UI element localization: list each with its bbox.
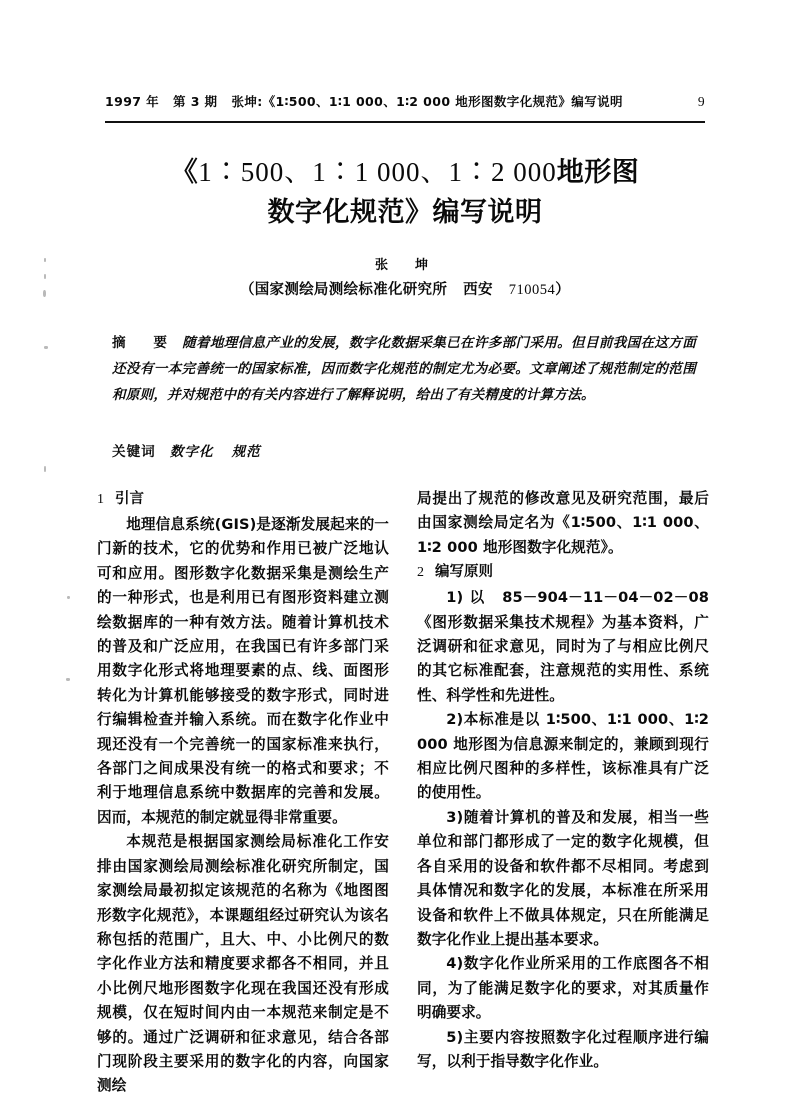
scan-speckle	[44, 274, 46, 279]
paragraph: 3)随着计算机的普及和发展，相当一些单位和部门都形成了一定的数字化规模，但各自采用的设备和软件都不尽相同。考虑到具体情况和数字化的发展，本标准在所采用设备和软件上不做具体规定，只在所能满足数字化作业上提出基本要求。	[417, 808, 709, 948]
paragraph: 4)数字化作业所采用的工作底图各不相同，为了能满足数字化的要求，对其质量作明确要求。	[417, 955, 709, 1022]
article-title	[100, 152, 710, 233]
title-line-2: 数字化规范》编写说明	[267, 197, 543, 228]
left-column	[97, 487, 389, 1095]
scan-speckle	[44, 466, 46, 472]
keyword-item: 数字化	[169, 444, 214, 460]
author-affiliation	[100, 278, 710, 299]
abstract-label: 摘 要	[112, 335, 175, 351]
title-scales: 1∶500、1∶1 000、1∶2 000	[198, 157, 557, 187]
running-head	[105, 92, 705, 114]
section-title-2: 编写原则	[435, 564, 493, 581]
paragraph: 5)主要内容按照数字化过程顺序进行编写，以利于指导数字化作业。	[417, 1028, 709, 1070]
running-head-citation: 张坤:《1∶500、1∶1 000、1∶2 000 地形图数字化规范》编写说明	[231, 94, 623, 109]
page-number: 9	[697, 94, 705, 109]
author-name: 张 坤	[374, 258, 435, 273]
abstract-text: 随着地理信息产业的发展，数字化数据采集已在许多部门采用。但目前我国在这方面还没有一本完善统一的国家标准，因而数字化规范的制定尤为必要。文章阐述了规范制定的范围和原则，并对规范中的有关内容进行了解释说明，给出了有关精度的计算方法。	[112, 335, 696, 403]
section-heading-2	[417, 560, 709, 585]
running-head-issue: 第 3 期	[173, 94, 218, 109]
paragraph: 2)本标准是以 1∶500、1∶1 000、1∶2 000 地形图为信息源来制定的，兼顾到现行相应比例尺图种的多样性，该标准具有广泛的使用性。	[417, 711, 709, 802]
scan-speckle	[67, 596, 70, 599]
paragraph: 地理信息系统(GIS)是逐渐发展起来的一门新的技术，它的优势和作用已被广泛地认可和应用。图形数字化数据采集是测绘生产的一种形式，也是利用已有图形资料建立测绘数据库的一种有效方法。随着计算机技术的普及和广泛应用，在我国已有许多部门采用数字化形式将地理要素的点、线、面图形转化为计算机能够接受的数字形式，同时进行编辑检查并输入系统。而在数字化作业中现还没有一个完善统一的国家标准来执行，各部门之间成果没有统一的格式和要求；不利于地理信息系统中数据库的完善和发展。因而，本规范的制定就显得非常重要。	[97, 516, 389, 826]
keywords-label: 关键词	[112, 444, 156, 460]
title-open-bracket: 《	[170, 157, 199, 188]
paragraph: 本规范是根据国家测绘局标准化工作安排由国家测绘局测绘标准化研究所制定，国家测绘局最初拟定该规范的名称为《地图图形数字化规范》，本课题组经过研究认为该名称包括的范围广，且大、中、小比例尺的数字化作业方法和精度要求都各不相同，并且小比例尺地形图数字化现在我国还没有形成规模，仅在短时间内由一本规范来制定是不够的。通过广泛调研和征求意见，结合各部门现阶段主要采用的数字化的内容，向国家测绘	[97, 833, 389, 1095]
scan-speckle	[44, 346, 48, 349]
paragraph-continuation: 局提出了规范的修改意见及研究范围，最后由国家测绘局定名为《1∶500、1∶1 000、1∶2 000 地形图数字化规范》。	[417, 490, 709, 556]
paragraph: 1)以 85－904－11－04－02－08《图形数据采集技术规程》为基本资料，广泛调研和征求意见，同时为了与相应比例尺的其它标准配套，注意规范的实用性、系统性、科学性和先进性。	[417, 589, 709, 704]
body-columns	[97, 487, 709, 1095]
section-title-1: 引言	[115, 491, 144, 507]
abstract	[112, 330, 696, 408]
scan-speckle	[66, 678, 70, 681]
title-line-1-suffix: 地形图	[556, 157, 640, 188]
right-column	[417, 487, 709, 1087]
section-heading-1	[97, 487, 389, 512]
running-head-left	[105, 92, 623, 110]
affiliation-institute: （国家测绘局测绘标准化研究所	[239, 282, 448, 298]
scan-speckle	[44, 258, 46, 262]
affiliation-city: 西安	[463, 282, 493, 298]
section-number-1: 1	[97, 492, 104, 507]
affiliation-close-paren: ）	[555, 282, 571, 298]
keywords	[112, 440, 696, 460]
running-head-year: 1997 年	[105, 94, 160, 109]
scan-speckle	[43, 290, 46, 297]
title-line-1	[100, 152, 710, 193]
header-rule	[105, 121, 705, 123]
affiliation-postcode: 710054	[508, 282, 556, 298]
section-number-2: 2	[417, 565, 424, 581]
keyword-item: 规范	[231, 444, 261, 460]
